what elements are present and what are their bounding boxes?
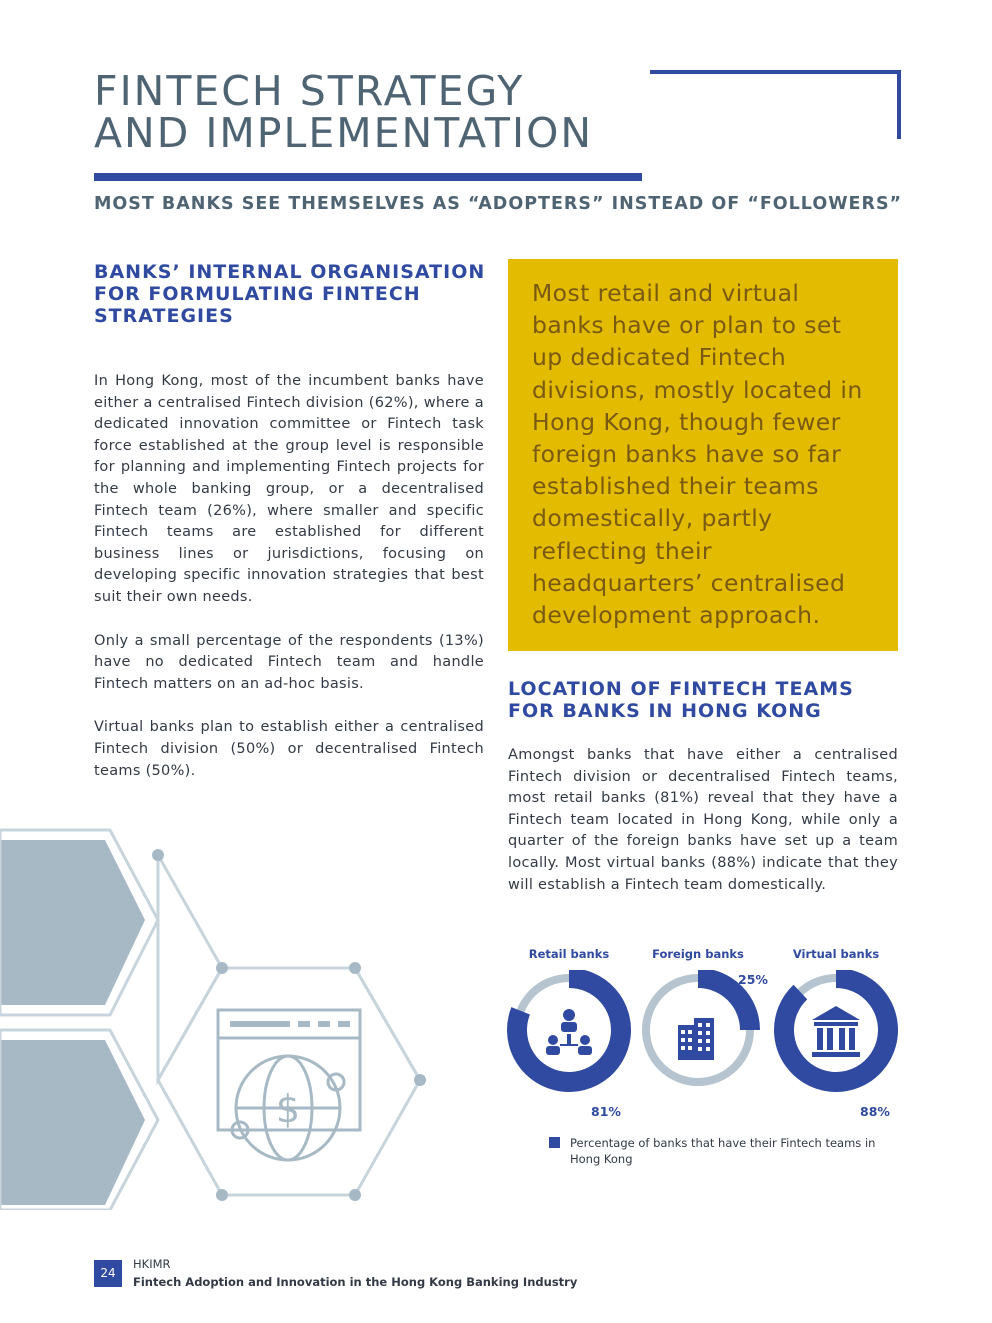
- chart-label-foreign: Foreign banks: [652, 947, 744, 961]
- title-underline: [94, 173, 642, 181]
- svg-text:$: $: [275, 1087, 301, 1131]
- left-body-text: [94, 371, 484, 804]
- hex-fill-top: [0, 840, 145, 1005]
- donut-charts: [500, 970, 910, 1100]
- callout-text: Most retail and virtual banks have or plan to set up dedicated Fintech divisions, mostly located in Hong Kong, though fewer foreign banks have so far established their teams domestically, partly reflecting their headquarters’ centralised development approach.: [532, 279, 863, 630]
- left-section-heading: BANKS’ INTERNAL ORGANISATION FOR FORMULATING FINTECH STRATEGIES: [94, 261, 486, 327]
- footer-org: HKIMR: [133, 1257, 171, 1271]
- corner-bracket-top: [650, 70, 901, 74]
- donut-virtual: [784, 978, 888, 1082]
- legend-swatch: [549, 1137, 560, 1148]
- page-number: 24: [94, 1260, 122, 1287]
- hexagon-fintech-illustration: [0, 810, 440, 1210]
- right-body-text: Amongst banks that have either a centralised Fintech division or decentralised Fintech teams, most retail banks (81%) reveal that they have a Fintech team located in Hong Kong, while only a quarter of the foreign banks have set up a team locally. Most virtual banks (88%) indicate that they will establish a Fintech team domestically.: [508, 747, 898, 893]
- left-paragraph-2: Only a small percentage of the respondents (13%) have no dedicated Fintech team and handle Fintech matters on an ad-hoc basis.: [94, 632, 484, 692]
- bank-building-icon: [812, 1006, 860, 1057]
- value-label-foreign: 25%: [738, 972, 768, 987]
- value-label-virtual: 88%: [860, 1104, 890, 1119]
- page-title: [94, 67, 654, 157]
- title-line-1: FINTECH STRATEGY: [94, 67, 525, 115]
- people-network-icon: [546, 1009, 592, 1055]
- left-paragraph-1: In Hong Kong, most of the incumbent banks have either a centralised Fintech division (62%), where a dedicated innovation committee or Fintech task force established at the group level is responsible for planning and implementing Fintech projects for the whole banking group, or a decentralised Fintech team (26%), where smaller and specific Fintech teams are established for different business lines or jurisdictions, focusing on developing specific innovation strategies that best suit their own needs.: [94, 373, 484, 605]
- left-paragraph-3: Virtual banks plan to establish either a centralised Fintech division (50%) or decentralised Fintech teams (50%).: [94, 719, 484, 779]
- chart-label-retail: Retail banks: [528, 947, 610, 961]
- donut-retail: [517, 978, 621, 1082]
- chart-label-virtual: Virtual banks: [792, 947, 880, 961]
- corner-bracket-right: [897, 70, 901, 139]
- page-subtitle: MOST BANKS SEE THEMSELVES AS “ADOPTERS” INSTEAD OF “FOLLOWERS”: [94, 194, 903, 214]
- donut-foreign: [646, 978, 750, 1082]
- office-building-icon: [678, 1018, 714, 1060]
- title-line-2: AND IMPLEMENTATION: [94, 109, 594, 157]
- donut-virtual-arc: [784, 978, 888, 1082]
- highlight-callout-box: [508, 259, 898, 651]
- hex-link-left: [158, 855, 222, 1080]
- browser-globe-icon: [218, 1010, 360, 1160]
- legend-text: Percentage of banks that have their Fintech teams in Hong Kong: [570, 1136, 876, 1166]
- value-label-retail: 81%: [591, 1104, 621, 1119]
- footer-publication: Fintech Adoption and Innovation in the Hong Kong Banking Industry: [133, 1275, 578, 1289]
- right-section-heading: LOCATION OF FINTECH TEAMS FOR BANKS IN HONG KONG: [508, 678, 854, 722]
- hex-fill-bottom: [0, 1040, 145, 1205]
